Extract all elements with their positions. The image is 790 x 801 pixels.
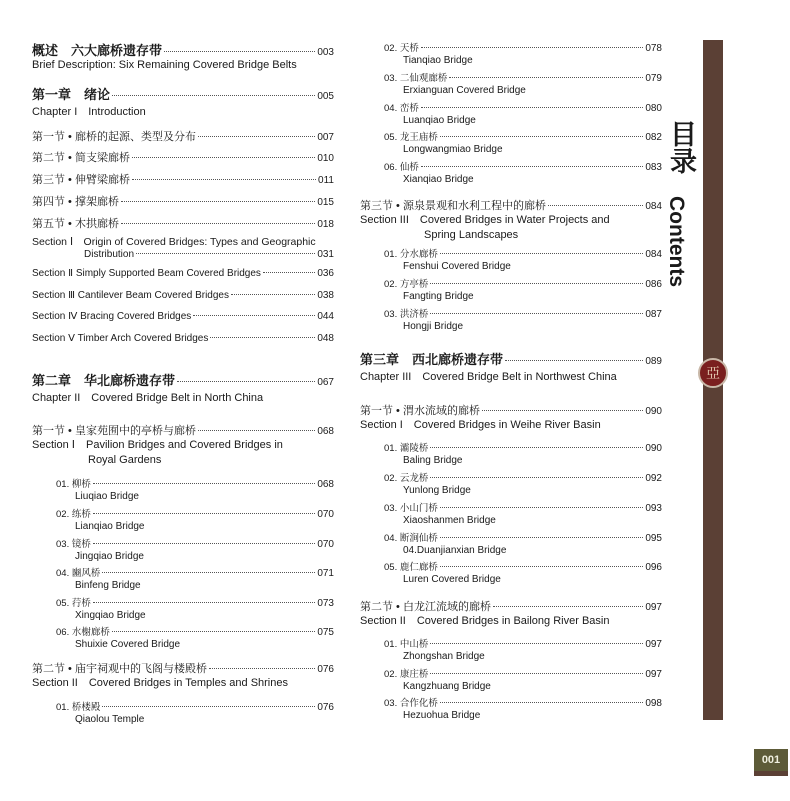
section-english: Section II Covered Bridges in Bailong River Basin: [360, 615, 610, 627]
overview-page-number: 003: [317, 47, 334, 58]
section-english-line1: Section Ⅰ Pavilion Bridges and Covered Bridges in: [32, 439, 283, 451]
toc-section-english[interactable]: [32, 268, 334, 279]
section-english: Section II Covered Bridges in Temples and Shrines: [32, 677, 288, 689]
bridge-line[interactable]: [384, 129, 662, 143]
dot-leader: [102, 572, 315, 573]
bridge-page-number: 092: [645, 473, 662, 484]
toc-bridge-item[interactable]: [360, 276, 662, 302]
dot-leader: [263, 272, 315, 273]
bridge-page-number: 083: [645, 162, 662, 173]
dot-leader: [93, 513, 315, 514]
toc-bridge-item[interactable]: [32, 476, 334, 502]
bridge-title: 02. 康庄桥: [384, 669, 429, 680]
dot-leader: [132, 179, 316, 180]
bridge-english-name: Fenshui Covered Bridge: [403, 261, 511, 272]
bridge-line[interactable]: [384, 246, 662, 260]
dot-leader: [198, 136, 315, 137]
section-english-line2: Royal Gardens: [88, 454, 162, 466]
toc-bridge-item[interactable]: [32, 595, 334, 621]
toc-chapter-1[interactable]: [32, 84, 334, 119]
bridge-line[interactable]: [384, 276, 662, 290]
bridge-line[interactable]: [56, 476, 334, 490]
dot-leader: [440, 566, 643, 567]
section-line[interactable]: [32, 171, 334, 187]
bridge-page-number: 076: [317, 702, 334, 713]
bridge-page-number: 095: [645, 533, 662, 544]
bridge-english-name: 04.Duanjianxian Bridge: [403, 545, 507, 556]
bridge-line[interactable]: [384, 70, 662, 84]
dot-leader: [93, 483, 315, 484]
toc-bridge-item[interactable]: [360, 500, 662, 526]
dot-leader: [430, 673, 643, 674]
chapter-3-page-number: 089: [645, 356, 662, 367]
section-page-number: 068: [317, 426, 334, 437]
chapter-2-title: 第二章 华北廊桥遗存带: [32, 374, 176, 389]
toc-bridge-item[interactable]: [360, 159, 662, 185]
section-page-number: 076: [317, 664, 334, 675]
dot-leader: [193, 315, 315, 316]
dot-leader: [440, 253, 643, 254]
toc-bridge-item[interactable]: [360, 306, 662, 332]
section-line[interactable]: [360, 402, 662, 418]
section-english-title: Section Ⅲ Cantilever Beam Covered Bridges: [32, 290, 229, 301]
toc-bridge-item[interactable]: [360, 530, 662, 556]
section-page-number: 007: [317, 132, 334, 143]
toc-bridge-item[interactable]: [32, 506, 334, 532]
dot-leader: [430, 313, 643, 314]
toc-bridge-item[interactable]: [360, 70, 662, 96]
dot-leader: [209, 668, 315, 669]
dot-leader: [121, 223, 315, 224]
section-english-title: Section Ⅱ Simply Supported Beam Covered Bridges: [32, 268, 261, 279]
bridge-title: 05. 鹿仁廊桥: [384, 562, 438, 573]
bridge-page-number: 087: [645, 309, 662, 320]
dot-leader: [493, 606, 643, 607]
toc-bridge-item[interactable]: [360, 246, 662, 272]
bridge-line[interactable]: [384, 695, 662, 709]
bridge-title: 05. 荇桥: [56, 598, 91, 609]
dot-leader: [440, 702, 643, 703]
section-line[interactable]: [32, 193, 334, 209]
section-english-page-number: 038: [317, 290, 334, 301]
bridge-page-number: 082: [645, 132, 662, 143]
bridge-title: 03. 二仙观廊桥: [384, 73, 448, 84]
section-english-line[interactable]: [32, 249, 334, 260]
bridge-line[interactable]: [384, 470, 662, 484]
toc-bridge-item[interactable]: [360, 636, 662, 662]
dot-leader: [210, 337, 315, 338]
toc-chapter-2[interactable]: [32, 370, 334, 405]
chapter-1-page-number: 005: [317, 91, 334, 102]
bridge-english-name: Xianqiao Bridge: [403, 174, 474, 185]
section-line[interactable]: [32, 128, 334, 144]
bridge-english-name: Hongji Bridge: [403, 321, 464, 332]
toc-chapter-3[interactable]: [360, 349, 662, 384]
bridge-title: 03. 镜桥: [56, 539, 91, 550]
medallion-glyph: 亞: [706, 365, 720, 381]
toc-bridge-item[interactable]: [360, 695, 662, 721]
bridge-page-number: 073: [317, 598, 334, 609]
dot-leader: [132, 157, 315, 158]
section-english-line[interactable]: [32, 333, 334, 344]
overview-english: Brief Description: Six Remaining Covered Bridge Belts: [32, 59, 297, 71]
bridge-english-name: Shuixie Covered Bridge: [75, 639, 181, 650]
section-page-number: 015: [317, 197, 334, 208]
bridge-english-name: Baling Bridge: [403, 455, 463, 466]
bridge-line[interactable]: [56, 699, 334, 713]
bridge-line[interactable]: [384, 500, 662, 514]
section-english-page-number: 048: [317, 333, 334, 344]
bridge-page-number: 096: [645, 562, 662, 573]
toc-title-block: [666, 120, 696, 174]
bridge-english-name: Zhongshan Bridge: [403, 651, 485, 662]
section-english-line[interactable]: [32, 268, 334, 279]
bridge-english-name: Luanqiao Bridge: [403, 115, 476, 126]
section-english-line1: Section Ⅰ Origin of Covered Bridges: Types and Geographic: [32, 236, 316, 248]
bridge-line[interactable]: [56, 506, 334, 520]
bridge-english-name: Xiaoshanmen Bridge: [403, 515, 496, 526]
section-title: 第四节 • 撑架廊桥: [32, 196, 119, 208]
section-line[interactable]: [360, 197, 662, 213]
toc-ch2-section-3[interactable]: [360, 197, 662, 243]
section-title: 第一节 • 皇家苑囿中的亭桥与廊桥: [32, 425, 196, 437]
overview-title: 概述 六大廊桥遗存带: [32, 44, 163, 59]
section-line[interactable]: [32, 422, 334, 438]
toc-section-english[interactable]: [32, 290, 334, 301]
bridge-english-name: Yunlong Bridge: [403, 485, 471, 496]
section-line[interactable]: [360, 598, 662, 614]
bridge-line[interactable]: [384, 530, 662, 544]
toc-bridge-item[interactable]: [360, 129, 662, 155]
dot-leader: [112, 95, 315, 96]
dot-leader: [198, 430, 315, 431]
dot-leader: [548, 205, 643, 206]
bridge-page-number: 068: [317, 479, 334, 490]
section-title: 第五节 • 木拱廊桥: [32, 218, 119, 230]
bridge-english-name: Erxianguan Covered Bridge: [403, 85, 526, 96]
toc-bridge-item[interactable]: [32, 536, 334, 562]
toc-section[interactable]: [32, 128, 334, 144]
chapter-1-english: Chapter I Introduction: [32, 106, 146, 118]
bridge-page-number: 098: [645, 698, 662, 709]
toc-bridge-item[interactable]: [360, 100, 662, 126]
bridge-line[interactable]: [384, 440, 662, 454]
section-page-number: 090: [645, 406, 662, 417]
bridge-title: 05. 龙王庙桥: [384, 132, 438, 143]
chapter-1-line[interactable]: [32, 84, 334, 103]
toc-bridge-item[interactable]: [360, 40, 662, 66]
dot-leader: [449, 77, 643, 78]
toc-section-english[interactable]: [32, 333, 334, 344]
bridge-english-name: Luren Covered Bridge: [403, 574, 501, 585]
section-english-title: Section Ⅴ Timber Arch Covered Bridges: [32, 333, 209, 344]
section-english-page-number: 044: [317, 311, 334, 322]
bridge-english-name: Hezuohua Bridge: [403, 710, 481, 721]
section-line[interactable]: [32, 215, 334, 231]
bridge-line[interactable]: [384, 636, 662, 650]
section-line[interactable]: [32, 149, 334, 165]
bridge-title: 04. 豳风桥: [56, 568, 101, 579]
bridge-line[interactable]: [384, 559, 662, 573]
bridge-english-name: Jingqiao Bridge: [75, 551, 144, 562]
section-english-page-number: 036: [317, 268, 334, 279]
bridge-page-number: 090: [645, 443, 662, 454]
section-title: 第一节 • 渭水流域的廊桥: [360, 405, 480, 417]
toc-bridge-item[interactable]: [32, 565, 334, 591]
bridge-title: 01. 桥楼殿: [56, 702, 101, 713]
section-english-title: Section Ⅳ Bracing Covered Bridges: [32, 311, 192, 322]
bridge-page-number: 070: [317, 509, 334, 520]
dot-leader: [164, 51, 315, 52]
bridge-line[interactable]: [384, 159, 662, 173]
toc-bridge-item[interactable]: [360, 440, 662, 466]
toc-ch2-section-2[interactable]: [32, 660, 334, 691]
toc-title-chinese: 目录: [665, 120, 696, 174]
dot-leader: [93, 543, 315, 544]
bridge-english-name: Xingqiao Bridge: [75, 610, 146, 621]
section-page-number: 018: [317, 219, 334, 230]
bridge-english-name: Longwangmiao Bridge: [403, 144, 503, 155]
bridge-page-number: 079: [645, 73, 662, 84]
dot-leader: [482, 410, 643, 411]
bridge-title: 03. 洪济桥: [384, 309, 429, 320]
section-english-title: Distribution: [84, 249, 135, 260]
toc-section[interactable]: [32, 149, 334, 165]
bridge-page-number: 086: [645, 279, 662, 290]
toc-bridge-item[interactable]: [32, 699, 334, 725]
dot-leader: [440, 537, 643, 538]
section-title: 第一节 • 廊桥的起源、类型及分布: [32, 131, 196, 143]
toc-bridge-item[interactable]: [360, 470, 662, 496]
dot-leader: [136, 253, 315, 254]
bridge-page-number: 078: [645, 43, 662, 54]
page-number: 001: [754, 749, 788, 771]
bridge-title: 04. 峦桥: [384, 103, 419, 114]
section-title: 第三节 • 源泉景观和水利工程中的廊桥: [360, 200, 546, 212]
section-english-line[interactable]: [32, 311, 334, 322]
section-title: 第二节 • 简支梁廊桥: [32, 152, 130, 164]
bridge-english-name: Fangting Bridge: [403, 291, 474, 302]
bridge-page-number: 097: [645, 669, 662, 680]
dot-leader: [430, 643, 643, 644]
chapter-3-line[interactable]: [360, 349, 662, 368]
bridge-page-number: 080: [645, 103, 662, 114]
chapter-2-page-number: 067: [317, 377, 334, 388]
section-line[interactable]: [32, 660, 334, 676]
dot-leader: [505, 360, 643, 361]
chapter-2-english: Chapter II Covered Bridge Belt in North China: [32, 392, 264, 404]
bridge-line[interactable]: [56, 565, 334, 579]
toc-section-en-1[interactable]: [32, 234, 334, 260]
bridge-english-name: Kangzhuang Bridge: [403, 681, 491, 692]
toc-ch3-section-2[interactable]: [360, 598, 662, 629]
bridge-title: 02. 天桥: [384, 43, 419, 54]
toc-bridge-item[interactable]: [32, 624, 334, 650]
bridge-line[interactable]: [56, 536, 334, 550]
toc-ch3-section-1[interactable]: [360, 402, 662, 433]
section-english-line2: Spring Landscapes: [424, 229, 519, 241]
dot-leader: [440, 136, 643, 137]
section-english-line1: Section III Covered Bridges in Water Projects and: [360, 214, 610, 226]
chapter-2-line[interactable]: [32, 370, 334, 389]
toc-title-english: Contents: [665, 196, 688, 287]
dot-leader: [102, 706, 315, 707]
dot-leader: [421, 107, 643, 108]
bridge-english-name: Tianqiao Bridge: [403, 55, 473, 66]
section-page-number: 011: [318, 175, 334, 186]
bridge-line[interactable]: [384, 40, 662, 54]
dot-leader: [421, 47, 643, 48]
overview-line[interactable]: [32, 40, 334, 59]
bridge-english-name: Qiaolou Temple: [75, 714, 145, 725]
bridge-title: 04. 断涧仙桥: [384, 533, 438, 544]
bridge-title: 02. 练桥: [56, 509, 91, 520]
dot-leader: [112, 631, 315, 632]
medallion-ornament-icon: [698, 358, 728, 388]
bridge-page-number: 071: [317, 568, 334, 579]
bridge-page-number: 093: [645, 503, 662, 514]
dot-leader: [177, 381, 315, 382]
dot-leader: [440, 507, 643, 508]
dot-leader: [121, 201, 315, 202]
section-english: Section I Covered Bridges in Weihe River Basin: [360, 419, 601, 431]
bridge-english-name: Lianqiao Bridge: [75, 521, 145, 532]
bridge-english-name: Liuqiao Bridge: [75, 491, 139, 502]
bridge-page-number: 097: [645, 639, 662, 650]
chapter-1-title: 第一章 绪论: [32, 88, 111, 103]
toc-section[interactable]: [32, 215, 334, 231]
chapter-3-english: Chapter III Covered Bridge Belt in Northwest China: [360, 371, 617, 383]
bridge-title: 03. 小山门桥: [384, 503, 438, 514]
dot-leader: [231, 294, 315, 295]
bridge-page-number: 084: [645, 249, 662, 260]
page-number-underbar: [754, 771, 788, 776]
bridge-line[interactable]: [384, 666, 662, 680]
bridge-title: 02. 方亭桥: [384, 279, 429, 290]
bridge-line[interactable]: [384, 306, 662, 320]
section-title: 第二节 • 白龙江流域的廊桥: [360, 601, 491, 613]
section-title: 第三节 • 伸臂梁廊桥: [32, 174, 130, 186]
dot-leader: [430, 283, 643, 284]
toc-section[interactable]: [32, 171, 334, 187]
dot-leader: [430, 477, 643, 478]
bridge-title: 06. 水榭廊桥: [56, 627, 110, 638]
bridge-page-number: 070: [317, 539, 334, 550]
section-english-line[interactable]: [32, 290, 334, 301]
dot-leader: [430, 447, 643, 448]
chapter-3-title: 第三章 西北廊桥遗存带: [360, 353, 504, 368]
dot-leader: [421, 166, 643, 167]
bridge-title: 01. 中山桥: [384, 639, 429, 650]
section-english-page-number: 031: [317, 249, 334, 260]
toc-bridge-item[interactable]: [360, 559, 662, 585]
bridge-title: 03. 合作化桥: [384, 698, 438, 709]
section-title: 第二节 • 庙宇祠观中的飞阁与楼殿桥: [32, 663, 207, 675]
bridge-line[interactable]: [384, 100, 662, 114]
section-page-number: 010: [317, 153, 334, 164]
section-page-number: 084: [645, 201, 662, 212]
toc-ch2-section-1[interactable]: [32, 422, 334, 468]
toc-overview[interactable]: [32, 40, 334, 71]
bridge-line[interactable]: [56, 624, 334, 638]
bridge-page-number: 075: [317, 627, 334, 638]
dot-leader: [93, 602, 315, 603]
bridge-title: 01. 分水廊桥: [384, 249, 438, 260]
bridge-title: 06. 仙桥: [384, 162, 419, 173]
toc-section-english[interactable]: [32, 311, 334, 322]
section-page-number: 097: [645, 602, 662, 613]
bridge-title: 01. 柳桥: [56, 479, 91, 490]
toc-bridge-item[interactable]: [360, 666, 662, 692]
bridge-english-name: Binfeng Bridge: [75, 580, 141, 591]
bridge-title: 02. 云龙桥: [384, 473, 429, 484]
toc-section[interactable]: [32, 193, 334, 209]
bridge-line[interactable]: [56, 595, 334, 609]
bridge-title: 01. 灞陵桥: [384, 443, 429, 454]
